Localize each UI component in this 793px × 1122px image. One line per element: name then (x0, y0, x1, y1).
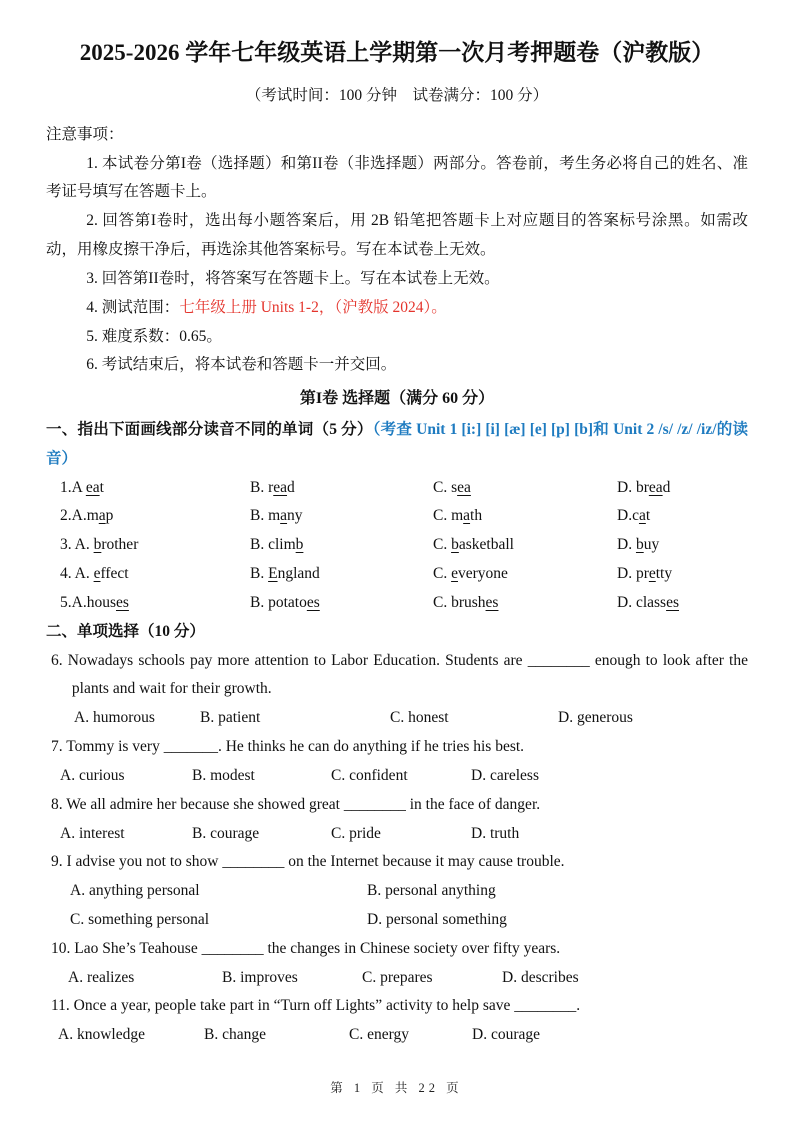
option-b: B. modest (192, 766, 255, 784)
phonetics-option: 3. A. brother (60, 536, 139, 554)
phonetics-option: B. many (250, 507, 303, 525)
section2-heading: 二、单项选择（10 分） (46, 622, 205, 640)
option-d: D. generous (558, 709, 633, 727)
option-b: B. courage (192, 824, 260, 842)
phonetics-option: C. math (433, 507, 483, 525)
phonetics-option: D. bread (617, 478, 671, 496)
phonetics-option: D. classes (617, 593, 679, 611)
question-8-options (46, 820, 748, 849)
option-c: C. prepares (362, 968, 433, 986)
notice-item-1-text: 1. 本试卷分第I卷（选择题）和第II卷（非选择题）两部分。答卷前，考生务必将自己的姓名、准考证号填写在答题卡上。 (46, 154, 748, 201)
option-b: B. personal anything (367, 882, 496, 900)
option-d: D. truth (471, 824, 520, 842)
notice-item-4 (46, 294, 748, 323)
option-c: C. something personal (70, 911, 210, 928)
phonetics-row-2 (46, 502, 748, 531)
notice-item-5-text: 5. 难度系数：0.65。 (86, 327, 222, 345)
question-6-options (46, 704, 748, 733)
question-8-stem: 8. We all admire her because she showed great ________ in the face of danger. (51, 795, 541, 813)
notice-item-4-red-text: 七年级上册 Units 1-2，（沪教版 2024）。 (179, 298, 447, 316)
phonetics-option: 1.A eat (60, 478, 104, 496)
question-6-stem: 6. Nowadays schools pay more attention to Labor Education. Students are ________ enough to look after the plants and wait for their growth. (51, 651, 748, 698)
phonetics-row-3 (46, 531, 748, 560)
phonetics-row-1 (46, 474, 748, 503)
question-9-stem: 9. I advise you not to show ________ on the Internet because it may cause trouble. (51, 853, 565, 871)
notice-item-2 (46, 207, 748, 265)
phonetics-option: D. pretty (617, 565, 673, 583)
notice-heading: 注意事项： (46, 125, 124, 143)
notice-item-1 (46, 150, 748, 208)
section1-heading-black: 一、指出下面画线部分读音不同的单词（5 分） (46, 420, 373, 438)
option-d: D. describes (502, 968, 579, 986)
phonetics-option: B. potatoes (250, 593, 320, 611)
phonetics-option: C. sea (433, 478, 471, 496)
page-number-footer: 第 1 页 共 22 页 (330, 1081, 463, 1095)
page-title: 2025-2026 学年七年级英语上学期第一次月考押题卷（沪教版） (79, 40, 715, 65)
section1-heading (46, 416, 748, 474)
question-11-options (46, 1021, 748, 1050)
question-10-options (46, 964, 748, 993)
exam-time-score-subtitle: （考试时间：100 分钟 试卷满分：100 分） (245, 86, 549, 104)
option-b: B. improves (222, 968, 298, 986)
notice-item-6-text: 6. 考试结束后，将本试卷和答题卡一并交回。 (86, 356, 397, 374)
phonetics-option: C. everyone (433, 565, 508, 583)
phonetics-row-4 (46, 560, 748, 589)
option-d: D. careless (471, 766, 539, 784)
phonetics-row-5 (46, 589, 748, 618)
phonetics-option: C. basketball (433, 536, 514, 554)
phonetics-option: D. buy (617, 536, 660, 554)
notice-item-3 (46, 265, 748, 294)
notice-section (46, 121, 748, 380)
question-7-options (46, 762, 748, 791)
question-11-stem: 11. Once a year, people take part in “Turn off Lights” activity to help save ________. (51, 997, 581, 1015)
option-b: B. patient (200, 709, 261, 727)
section1-phonetics (46, 416, 748, 618)
option-c: C. energy (349, 1026, 409, 1044)
phonetics-option: C. brushes (433, 593, 499, 611)
phonetics-option: 4. A. effect (60, 565, 129, 583)
question-10-stem: 10. Lao She’s Teahouse ________ the changes in Chinese society over fifty years. (51, 939, 561, 957)
notice-item-3-text: 3. 回答第II卷时，将答案写在答题卡上。写在本试卷上无效。 (86, 269, 500, 287)
section2-multiple-choice (46, 618, 748, 1050)
notice-item-2-text: 2. 回答第I卷时，选出每小题答案后，用 2B 铅笔把答题卡上对应题目的答案标号涂黑。如需改动，用橡皮擦干净后，再选涂其他答案标号。写在本试卷上无效。 (46, 212, 748, 259)
part1-heading: 第I卷 选择题（满分 60 分） (299, 390, 495, 408)
option-a: A. humorous (74, 709, 155, 727)
option-d: D. personal something (367, 911, 507, 928)
option-a: A. interest (60, 824, 125, 842)
phonetics-option: B. England (250, 565, 320, 583)
notice-item-4-text: 4. 测试范围： (86, 298, 180, 316)
option-a: A. realizes (68, 968, 135, 986)
notice-item-6 (46, 351, 748, 380)
option-c: C. confident (331, 766, 408, 784)
section1-heading-blue: （考查 Unit 1 [i:] [i] [æ] [e] [p] [b]和 Unit 2 /s/ /z/ /iz/的读音） (46, 420, 748, 467)
option-a: A. anything personal (70, 882, 200, 900)
option-a: A. curious (60, 766, 125, 784)
phonetics-option: D.cat (617, 507, 651, 525)
option-c: C. pride (331, 824, 381, 842)
option-a: A. knowledge (58, 1026, 145, 1044)
phonetics-option: 5.A.houses (60, 593, 129, 611)
notice-item-5 (46, 323, 748, 352)
question-9-options (46, 877, 748, 935)
option-b: B. change (204, 1026, 266, 1044)
phonetics-option: B. read (250, 478, 295, 496)
option-c: C. honest (390, 709, 449, 727)
option-d: D. courage (472, 1026, 540, 1044)
question-7-stem: 7. Tommy is very _______. He thinks he can do anything if he tries his best. (51, 738, 525, 756)
phonetics-option: B. climb (250, 536, 304, 554)
phonetics-option: 2.A.map (60, 507, 114, 525)
